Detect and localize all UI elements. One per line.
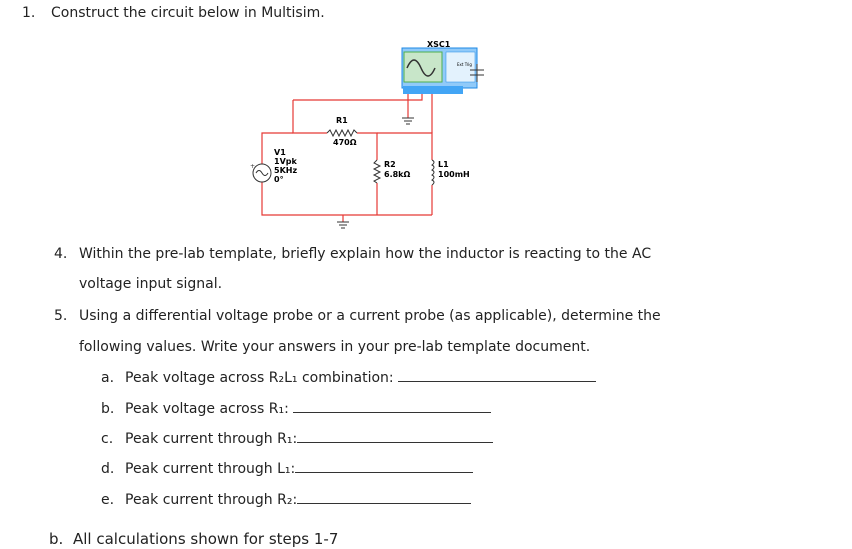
v1-phase-label: 0° xyxy=(274,175,284,184)
footer-text: All calculations shown for steps 1-7 xyxy=(73,530,339,548)
sub-item-a-letter: a. xyxy=(101,370,115,386)
r2-resistor-symbol xyxy=(374,160,380,183)
answer-blank-d[interactable] xyxy=(295,460,473,473)
step-1-text: Construct the circuit below in Multisim. xyxy=(51,5,325,21)
v1-amplitude-label: 1Vpk xyxy=(274,157,297,166)
r1-value-label: 470Ω xyxy=(333,138,357,147)
v1-source-symbol xyxy=(250,163,271,182)
scope-trigger-label: Ext Trig xyxy=(457,62,472,67)
answer-blank-b[interactable] xyxy=(293,400,491,413)
sub-item-c-letter: c. xyxy=(101,431,114,447)
step-5-line-2: following values. Write your answers in your pre-lab template document. xyxy=(79,339,591,355)
scope-label: XSC1 xyxy=(427,40,451,49)
sub-item-b-text: Peak voltage across R₁: xyxy=(125,401,289,417)
oscilloscope-symbol xyxy=(402,48,484,94)
sub-item-d-letter: d. xyxy=(101,461,115,477)
sub-item-e-text: Peak current through R₂: xyxy=(125,492,298,508)
sub-item-c xyxy=(125,430,493,448)
l1-inductor-symbol xyxy=(432,160,434,185)
sub-item-a xyxy=(125,369,596,387)
sub-item-d xyxy=(125,460,473,478)
step-4-line-1: Within the pre-lab template, briefly explain how the inductor is reacting to the AC xyxy=(79,246,652,262)
step-4-number: 4. xyxy=(54,246,68,262)
step-4-line-2: voltage input signal. xyxy=(79,276,223,292)
r1-name-label: R1 xyxy=(336,116,348,125)
step-1-number: 1. xyxy=(22,5,36,21)
answer-blank-e[interactable] xyxy=(297,491,471,504)
r1-resistor-symbol xyxy=(327,130,357,136)
answer-blank-a[interactable] xyxy=(398,369,596,382)
sub-item-d-text: Peak current through L₁: xyxy=(125,461,296,477)
sub-item-c-text: Peak current through R₁: xyxy=(125,431,298,447)
svg-text:+: + xyxy=(250,163,256,170)
step-5-line-1: Using a differential voltage probe or a current probe (as applicable), determine the xyxy=(79,308,661,324)
sub-item-e-letter: e. xyxy=(101,492,115,508)
sub-item-b xyxy=(125,400,491,418)
l1-name-label: L1 xyxy=(438,160,449,169)
v1-name-label: V1 xyxy=(274,148,286,157)
sub-item-b-letter: b. xyxy=(101,401,115,417)
r2-name-label: R2 xyxy=(384,160,396,169)
step-5-number: 5. xyxy=(54,308,68,324)
sub-item-a-text: Peak voltage across R₂L₁ combination: xyxy=(125,370,394,386)
r2-value-label: 6.8kΩ xyxy=(384,170,411,179)
sub-item-e xyxy=(125,491,471,509)
footer-letter: b. xyxy=(49,530,64,548)
l1-value-label: 100mH xyxy=(438,170,470,179)
v1-frequency-label: 5KHz xyxy=(274,166,298,175)
answer-blank-c[interactable] xyxy=(297,430,493,443)
